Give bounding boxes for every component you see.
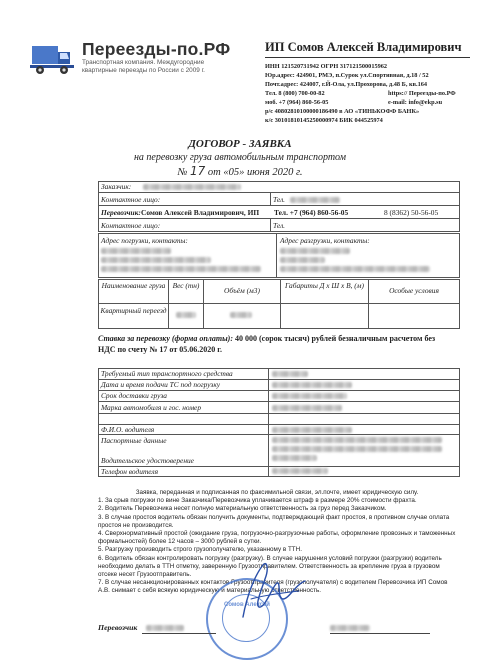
redacted-driver-name	[272, 427, 352, 433]
redacted-vehicle-number	[272, 405, 342, 411]
document-number: 17	[189, 164, 206, 178]
requisite-inn: ИНН 121520731942 ОГРН 317121500015962	[265, 63, 388, 70]
redacted-weight	[176, 312, 196, 318]
requisite-legal-address: Юр.адрес: 424901, РМЭ, п.Сурок ул.Спортивная, д.18 / 52	[265, 72, 429, 79]
requisite-postal-address: Почт.адрес: 424007, г.Й-Ола, ул.Прохорова, д.48 Б, кв.164	[265, 81, 428, 88]
transport-type-label: Требуемый тип транспортного средства	[101, 369, 233, 378]
transport-date-label: Дата и время подачи ТС под погрузку	[101, 380, 221, 389]
transport-driver-label: Ф.И.О. водителя	[101, 425, 155, 434]
redacted-unloading-2	[280, 257, 325, 263]
redacted-passport-1	[272, 437, 442, 443]
redacted-license	[272, 455, 317, 461]
redacted-unloading-3	[280, 266, 430, 272]
transport-license-label: Водительское удостоверение	[101, 456, 194, 465]
term-item: 7. В случае несанкционированных контактов Грузоотправителя (грузополучателя) с водителем Перевозчика ИП Сомов А.В. снимает с себя всякую юридическую и материальную ответственность.	[98, 579, 448, 595]
truck-logo-icon	[30, 38, 76, 78]
requisite-phone: Тел. 8 (800) 700-00-82	[265, 90, 325, 97]
company-logo-title: Переезды-по.РФ	[82, 39, 231, 59]
cargo-name-value: Квартирный переезд	[100, 306, 167, 315]
requisite-email: e-mail: info@ekp.su	[388, 99, 443, 106]
redacted-customer-signature	[330, 625, 370, 631]
transport-vehicle-label: Марка автомобиля и гос. номер	[101, 403, 202, 412]
redacted-vehicle-type	[272, 371, 308, 377]
contact2-tel-label: Тел.	[273, 221, 286, 230]
cargo-header-name: Наименование груза	[101, 281, 166, 290]
contact2-label: Контактное лицо:	[101, 221, 161, 230]
requisite-mobile: моб. +7 (964) 860-56-05	[265, 99, 329, 106]
cargo-header-dimensions: Габариты Д х Ш х В, (м)	[285, 281, 364, 290]
unloading-address-label: Адрес разгрузки, контакты:	[280, 236, 370, 245]
stamp-text: Сомов Алексей	[224, 602, 270, 608]
redacted-volume	[230, 312, 252, 318]
requisite-account: р/с 40802810100000186490 в АО «ТИНЬКОФФ БАНК»	[265, 108, 420, 115]
document-number-line: № 17 от «05» июня 2020 г.	[177, 164, 303, 178]
customer-tel-label: Тел.	[273, 195, 286, 204]
term-item: 5. Разгрузку производить строго грузополучателю, указанному в ТТН.	[98, 546, 302, 554]
redacted-customer-tel	[290, 197, 340, 203]
ip-name-title: ИП Сомов Алексей Владимирович	[265, 40, 462, 54]
handwritten-signature	[225, 555, 315, 625]
cargo-header-weight: Вес (тн)	[172, 281, 200, 290]
redacted-customer	[143, 184, 241, 190]
redacted-loading-1	[101, 248, 171, 254]
document-title: ДОГОВОР - ЗАЯВКА	[188, 138, 292, 150]
carrier-label: Перевозчик:	[101, 208, 141, 217]
term-item: 2. Водитель Перевозчика несет полную материальную ответственность за груз перед Заказчиком.	[98, 505, 387, 513]
carrier-phone-2: 8 (8362) 50-56-05	[384, 208, 439, 217]
carrier-name: Сомов Алексей Владимирович, ИП	[141, 208, 260, 217]
requisite-website: https:// Переезды-по.РФ	[388, 90, 456, 97]
redacted-pickup-date	[272, 382, 352, 388]
document-date: от «05» июня 2020 г.	[207, 167, 303, 178]
redacted-unloading-1	[280, 248, 350, 254]
transport-passport-label: Паспортные данные	[101, 436, 167, 445]
document-subtitle: на перевозку груза автомобильным транспортом	[133, 152, 347, 163]
redacted-signature-name	[146, 625, 184, 631]
company-logo-subtitle: Транспортная компания. Междугородние квартирные переезды по России с 2009 г.	[82, 59, 205, 74]
carrier-signature-label: Перевозчик	[98, 623, 138, 632]
cargo-header-volume: Объём (м3)	[224, 286, 260, 295]
transport-phone-label: Телефон водителя	[101, 467, 159, 476]
term-item: 6. Водитель обязан контролировать погрузку (разгрузку). В случае нарушения условий погрузки (разгрузки) водитель необходимо делать в ТТН отметку, заверенную Грузоотправителем. Ответственность за крепление груза в грузовом отсеке несет Грузоотправитель.	[98, 554, 442, 579]
transport-delivery-label: Срок доставки груза	[101, 391, 167, 400]
redacted-delivery-date	[272, 393, 347, 399]
redacted-loading-3	[101, 266, 261, 272]
cargo-header-special: Особые условия	[389, 286, 439, 295]
requisite-corr-account: к/с 30101810145250000974 БИК 044525974	[265, 117, 383, 124]
redacted-driver-phone	[272, 468, 328, 474]
term-item: 4. Сверхнормативный простой (ожидание груза, погрузочно-разгрузочные работы, оформление провозных и таможенных формальностей) более 12 часов – 3000 рублей в сутки.	[98, 530, 456, 546]
term-item: 1. За срыв погрузки по вине Заказчика/Перевозчика уплачивается штраф в размере 20% стоимости фрахта.	[98, 497, 417, 505]
redacted-loading-2	[101, 257, 211, 263]
term-item: 3. В случае простоя водитель обязан получить документы, подтверждающий факт простоя, в противном случае оплата простоя не производится.	[98, 513, 450, 529]
terms-intro: Заявка, переданная и подписанная по факсимильной связи, эл.почте, имеет юридическую силу.	[135, 489, 419, 496]
redacted-passport-2	[272, 446, 442, 452]
carrier-phone: Тел. +7 (964) 860-56-05	[274, 208, 349, 217]
rate-text: Ставка за перевозку (форма оплаты): 40 000 (сорок тысяч) рублей безналичным расчетом без НДС по счету № 17 от 05.06.2020 г.	[98, 334, 436, 354]
loading-address-label: Адрес погрузки, контакты:	[101, 236, 188, 245]
contact-label: Контактное лицо:	[101, 195, 161, 204]
customer-label: Заказчик:	[101, 182, 132, 191]
